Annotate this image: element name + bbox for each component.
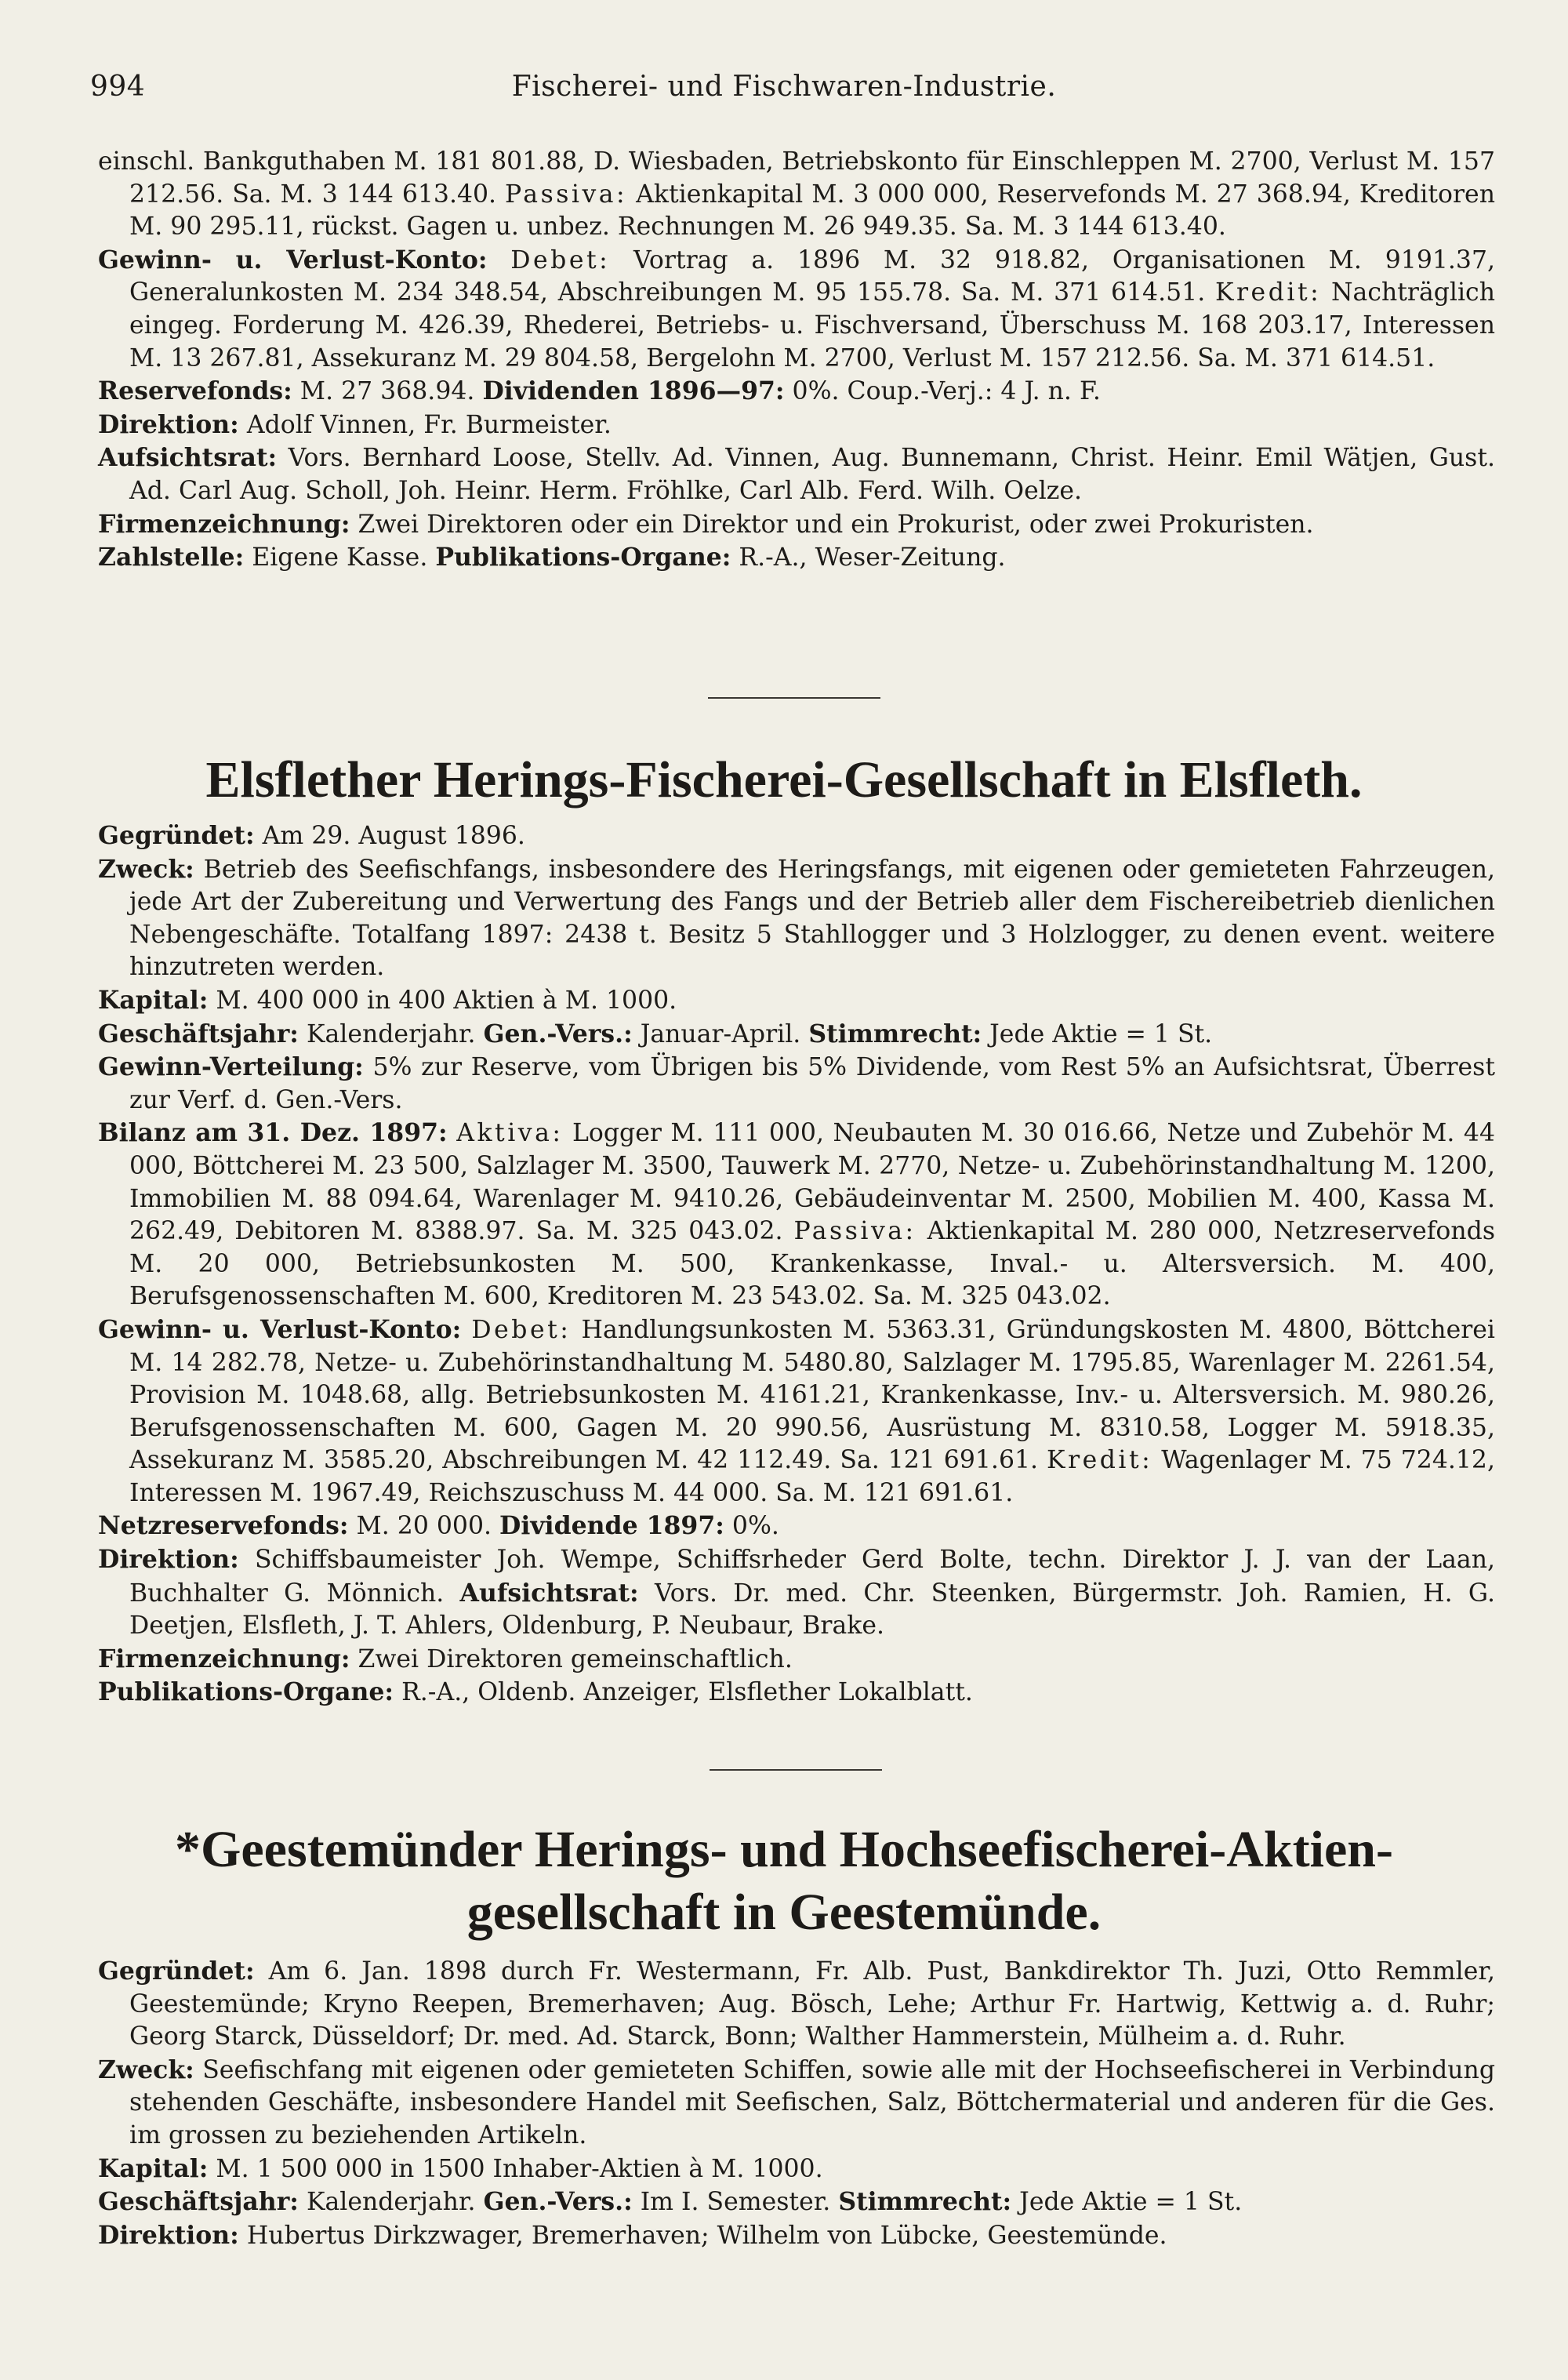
founded: Gegründet: Am 6. Jan. 1898 durch Fr. Westermann, Fr. Alb. Pust, Bankdirektor Th. Juzi, Otto Remmler, Geestemünde; Kryno Reepen, Bremerhaven; Aug. Bösch, Lehe; Arthur Fr. Hartwig, Kettwig a. d. Ruhr; Georg Starck, Düsseldorf; Dr. med. Ad. Starck, Bonn; Walther Hammerstein, Mülheim a. d. Ruhr. (98, 1957, 1495, 2051)
capital: Kapital: M. 400 000 in 400 Aktien à M. 1000. (98, 985, 677, 1015)
fiscal-year: Geschäftsjahr: Kalenderjahr. Gen.-Vers.: Im I. Semester. Stimmrecht: Jede Aktie = 1 St. (98, 2187, 1243, 2217)
geestemuende-title (78, 1819, 1490, 1944)
running-title: Fischerei- und Fischwaren-Industrie. (511, 71, 1057, 103)
balance-sheet: Bilanz am 31. Dez. 1897: Aktiva: Logger M. 111 000, Neubauten M. 30 016.66, Netze und Zubehör M. 44 000, Böttcherei M. 23 500, Salzlager M. 3500, Tauwerk M. 2770, Netze- u. Zubehörinstandhaltung M. 1200, Immobilien M. 88 094.64, Warenlager M. 9410.26, Gebäudeinventar M. 2500, Mobilien M. 400, Kassa M. 262.49, Debitoren M. 8388.97. Sa. M. 325 043.02. Passiva: Aktienkapital M. 280 000, Netzreservefonds M. 20 000, Betriebsunkosten M. 500, Krankenkasse, Inval.- u. Altersversich. M. 400, Berufsgenossenschaften M. 600, Kreditoren M. 23 543.02. Sa. M. 325 043.02. (98, 1118, 1495, 1311)
section-divider (710, 1769, 882, 1771)
balance-continuation: einschl. Bankguthaben M. 181 801.88, D. Wiesbaden, Betriebskonto für Einschleppen M. 2700, Verlust M. 157 212.56. Sa. M. 3 144 613.40. Passiva: Aktienkapital M. 3 000 000, Reservefonds M. 27 368.94, Kreditoren M. 90 295.11, rückst. Gagen u. unbez. Rechnungen M. 26 949.35. Sa. M. 3 144 613.40. (98, 147, 1495, 242)
geestemuende-entry (98, 1955, 1495, 2252)
management: Direktion: Hubertus Dirkzwager, Bremerhaven; Wilhelm von Lübcke, Geestemünde. (98, 2220, 1167, 2250)
title-line-1: *Geestemünder Herings- und Hochseefischerei-Aktien- (175, 1821, 1393, 1878)
elsfleth-entry (98, 819, 1495, 1710)
signature-rule: Firmenzeichnung: Zwei Direktoren gemeinschaftlich. (98, 1644, 793, 1673)
signature-rule: Firmenzeichnung: Zwei Direktoren oder ein Direktor und ein Prokurist, oder zwei Prokuristen. (98, 509, 1314, 539)
page-header (0, 71, 1568, 110)
profit-loss-account: Gewinn- u. Verlust-Konto: Debet: Handlungsunkosten M. 5363.31, Gründungskosten M. 4800, Böttcherei M. 14 282.78, Netze- u. Zubehörinstandhaltung M. 5480.80, Salzlager M. 1795.85, Warenlager M. 2261.54, Provision M. 1048.68, allg. Betriebsunkosten M. 4161.21, Krankenkasse, Inv.- u. Altersversich. M. 980.26, Berufsgenossenschaften M. 600, Gagen M. 20 990.56, Ausrüstung M. 8310.58, Logger M. 5918.35, Assekuranz M. 3585.20, Abschreibungen M. 42 112.49. Sa. 121 691.61. Kredit: Wagenlager M. 75 724.12, Interessen M. 1967.49, Reichszuschuss M. 44 000. Sa. M. 121 691.61. (98, 1314, 1496, 1507)
elsfleth-title: Elsflether Herings-Fischerei-Gesellschaft in Elsfleth. (205, 751, 1363, 808)
profit-loss-account: Gewinn- u. Verlust-Konto: Debet: Vortrag a. 1896 M. 32 918.82, Organisationen M. 9191.37, Generalunkosten M. 234 348.54, Abschreibungen M. 95 155.78. Sa. M. 371 614.51. Kredit: Nachträglich eingeg. Forderung M. 426.39, Rhederei, Betriebs- u. Fischversand, Überschuss M. 168 203.17, Interessen M. 13 267.81, Assekuranz M. 29 804.58, Bergelohn M. 2700, Verlust M. 157 212.56. Sa. M. 371 614.51. (98, 245, 1496, 372)
publications: Publikations-Organe: R.-A., Oldenb. Anzeiger, Elsflether Lokalblatt. (98, 1677, 973, 1707)
reserve-dividends: Reservefonds: M. 27 368.94. Dividenden 1896—97: 0%. Coup.-Verj.: 4 J. n. F. (98, 376, 1101, 406)
fiscal-year: Geschäftsjahr: Kalenderjahr. Gen.-Vers.: Januar-April. Stimmrecht: Jede Aktie = 1 St. (98, 1019, 1213, 1048)
management-board: Direktion: Schiffsbaumeister Joh. Wempe, Schiffsrheder Gerd Bolte, techn. Direktor J. J. van der Laan, Buchhalter G. Mönnich. Aufsichtsrat: Vors. Dr. med. Chr. Steenken, Bürgermstr. Joh. Ramien, H. G. Deetjen, Elsfleth, J. T. Ahlers, Oldenburg, P. Neubaur, Brake. (98, 1545, 1495, 1641)
section-divider (708, 697, 880, 699)
founded: Gegründet: Am 29. August 1896. (98, 821, 525, 850)
management: Direktion: Adolf Vinnen, Fr. Burmeister. (98, 409, 612, 439)
capital: Kapital: M. 1 500 000 in 1500 Inhaber-Aktien à M. 1000. (98, 2153, 823, 2183)
net-reserve-dividend: Netzreservefonds: M. 20 000. Dividende 1897: 0%. (98, 1511, 779, 1541)
previous-entry (98, 146, 1495, 575)
page-number: 994 (90, 71, 146, 103)
purpose: Zweck: Seefischfang mit eigenen oder gemieteten Schiffen, sowie alle mit der Hochseefischerei in Verbindung stehenden Geschäfte, insbesondere Handel mit Seefischen, Salz, Böttchermaterial und anderen für die Ges. im grossen zu beziehenden Artikeln. (98, 2055, 1495, 2149)
profit-distribution: Gewinn-Verteilung: 5% zur Reserve, vom Übrigen bis 5% Dividende, vom Rest 5% an Aufsichtsrat, Überrest zur Verf. d. Gen.-Vers. (98, 1052, 1495, 1114)
purpose: Zweck: Betrieb des Seefischfangs, insbesondere des Heringsfangs, mit eigenen oder gemieteten Fahrzeugen, jede Art der Zubereitung und Verwertung des Fangs und der Betrieb aller dem Fischereibetrieb dienlichen Nebengeschäfte. Totalfang 1897: 2438 t. Besitz 5 Stahllogger und 3 Holzlogger, zu denen event. weitere hinzutreten werden. (98, 854, 1495, 982)
supervisory-board: Aufsichtsrat: Vors. Bernhard Loose, Stellv. Ad. Vinnen, Aug. Bunnemann, Christ. Heinr. Emil Wätjen, Gust. Ad. Carl Aug. Scholl, Joh. Heinr. Herm. Fröhlke, Carl Alb. Ferd. Wilh. Oelze. (98, 443, 1495, 505)
title-line-2: gesellschaft in Geestemünde. (466, 1884, 1102, 1941)
paying-agent-publications: Zahlstelle: Eigene Kasse. Publikations-Organe: R.-A., Weser-Zeitung. (98, 543, 1006, 572)
